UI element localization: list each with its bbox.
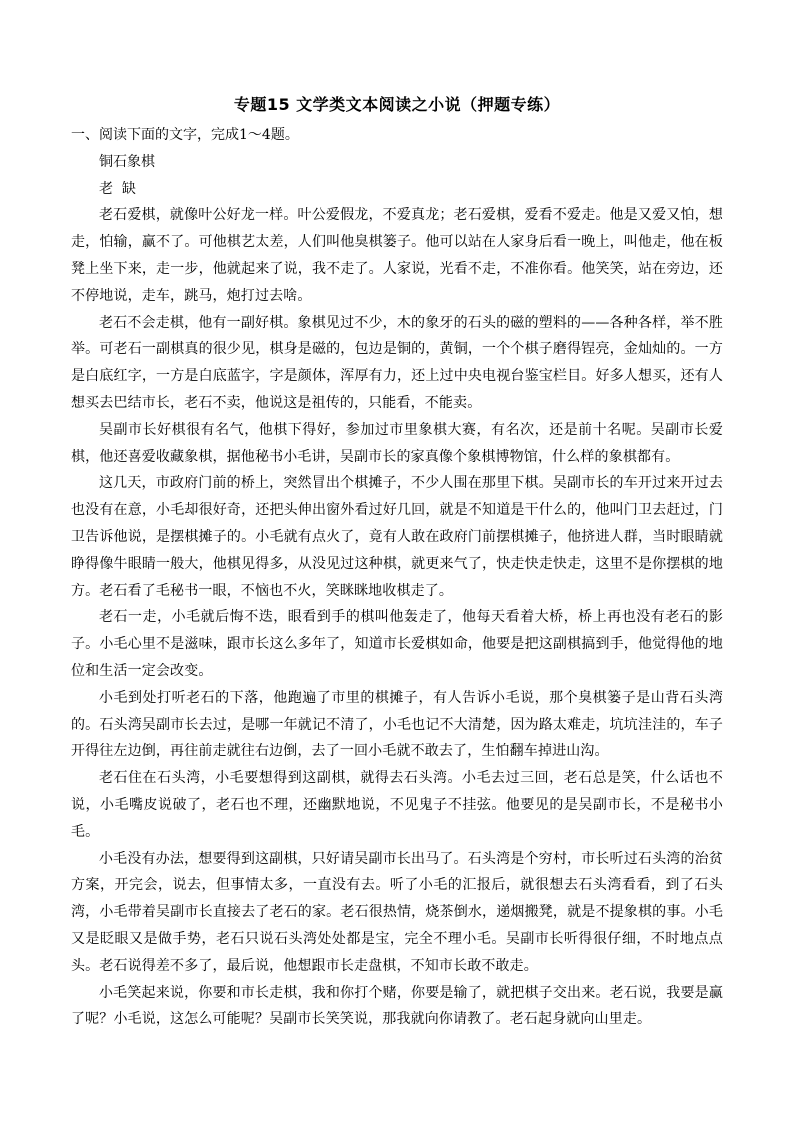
story-paragraph-8: 小毛没有办法，想要得到这副棋，只好请吴副市长出马了。石头湾是个穷村，市长听过石头湾的治贫方案，开完会，说去，但事情太多，一直没有去。听了小毛的汇报后，就很想去石头湾看看，到了石头湾，小毛带着吴副市长直接去了老石的家。老石很热情，烧茶倒水，递烟搬凳，就是不提象棋的事。小毛又是眨眼又是做手势，老石只说石头湾处处都是宝，完全不理小毛。吴副市长听得很仔细，不时地点点头。老石说得差不多了，最后说，他想跟市长走盘棋，不知市长敢不敢走。 xyxy=(71,850,723,974)
story-author: 老 缺 xyxy=(99,180,136,197)
story-paragraph-5: 老石一走，小毛就后悔不迭，眼看到手的棋叫他轰走了，他每天看着大桥，桥上再也没有老石的影子。小毛心里不是滋味，跟市长这么多年了，知道市长爱棋如命，他要是把这副棋搞到手，他觉得他的地位和生活一定会改变。 xyxy=(71,609,723,679)
question-instruction: 一、阅读下面的文字，完成1～4题。 xyxy=(71,127,299,143)
story-paragraph-4: 这几天，市政府门前的桥上，突然冒出个棋摊子，不少人围在那里下棋。吴副市长的车开过来开过去也没有在意，小毛却很好奇，还把头伸出窗外看过好几回，就是不知道是干什么的，他叫门卫去赶过，门卫告诉他说，是摆棋摊子的。小毛就有点火了，竟有人敢在政府门前摆棋摊子，他挤进人群，当时眼睛就睁得像牛眼睛一般大，他棋见得多，从没见过这种棋，就更来气了，快走快走快走，这里不是你摆棋的地方。老石看了毛秘书一眼，不恼也不火，笑眯眯地收棋走了。 xyxy=(71,475,723,599)
document-page xyxy=(71,94,723,1033)
story-paragraph-7: 老石住在石头湾，小毛要想得到这副棋，就得去石头湾。小毛去过三回，老石总是笑，什么话也不说，小毛嘴皮说破了，老石也不理，还幽默地说，不见鬼子不挂弦。他要见的是吴副市长，不是秘书小毛。 xyxy=(71,770,723,840)
document-title: 专题15 文学类文本阅读之小说（押题专练） xyxy=(233,95,561,114)
story-paragraph-3: 吴副市长好棋很有名气，他棋下得好，参加过市里象棋大赛，有名次，还是前十名呢。吴副市长爱棋，他还喜爱收藏象棋，据他秘书小毛讲，吴副市长的家真像个象棋博物馆，什么样的象棋都有。 xyxy=(71,421,723,465)
story-paragraph-2: 老石不会走棋，他有一副好棋。象棋见过不少，木的象牙的石头的磁的塑料的——各种各样，举不胜举。可老石一副棋真的很少见，棋身是磁的，包边是铜的，黄铜，一个个棋子磨得锃亮，金灿灿的。一方是白底红字，一方是白底蓝字，字是颜体，浑厚有力，还上过中央电视台鉴宝栏目。好多人想买，还有人想买去巴结市长，老石不卖，他说这是祖传的，只能看，不能卖。 xyxy=(71,314,723,411)
story-paragraph-1: 老石爱棋，就像叶公好龙一样。叶公爱假龙，不爱真龙；老石爱棋，爱看不爱走。他是又爱又怕，想走，怕输，赢不了。可他棋艺太差，人们叫他臭棋篓子。他可以站在人家身后看一晚上，叫他走，他在板凳上坐下来，走一步，他就起来了说，我不走了。人家说，光看不走，不准你看。他笑笑，站在旁边，还不停地说，走车，跳马，炮打过去啥。 xyxy=(71,207,723,304)
story-paragraph-6: 小毛到处打听老石的下落，他跑遍了市里的棋摊子，有人告诉小毛说，那个臭棋篓子是山背石头湾的。石头湾吴副市长去过，是哪一年就记不清了，小毛也记不大清楚，因为路太难走，坑坑洼洼的，车子开得往左边倒，再往前走就往右边倒，去了一回小毛就不敢去了，生怕翻车掉进山沟。 xyxy=(71,689,723,760)
story-paragraph-9: 小毛笑起来说，你要和市长走棋，我和你打个赌，你要是输了，就把棋子交出来。老石说，我要是赢了呢？小毛说，这怎么可能呢？吴副市长笑笑说，那我就向你请教了。老石起身就向山里走。 xyxy=(71,984,723,1028)
story-title: 铜石象棋 xyxy=(99,153,155,170)
